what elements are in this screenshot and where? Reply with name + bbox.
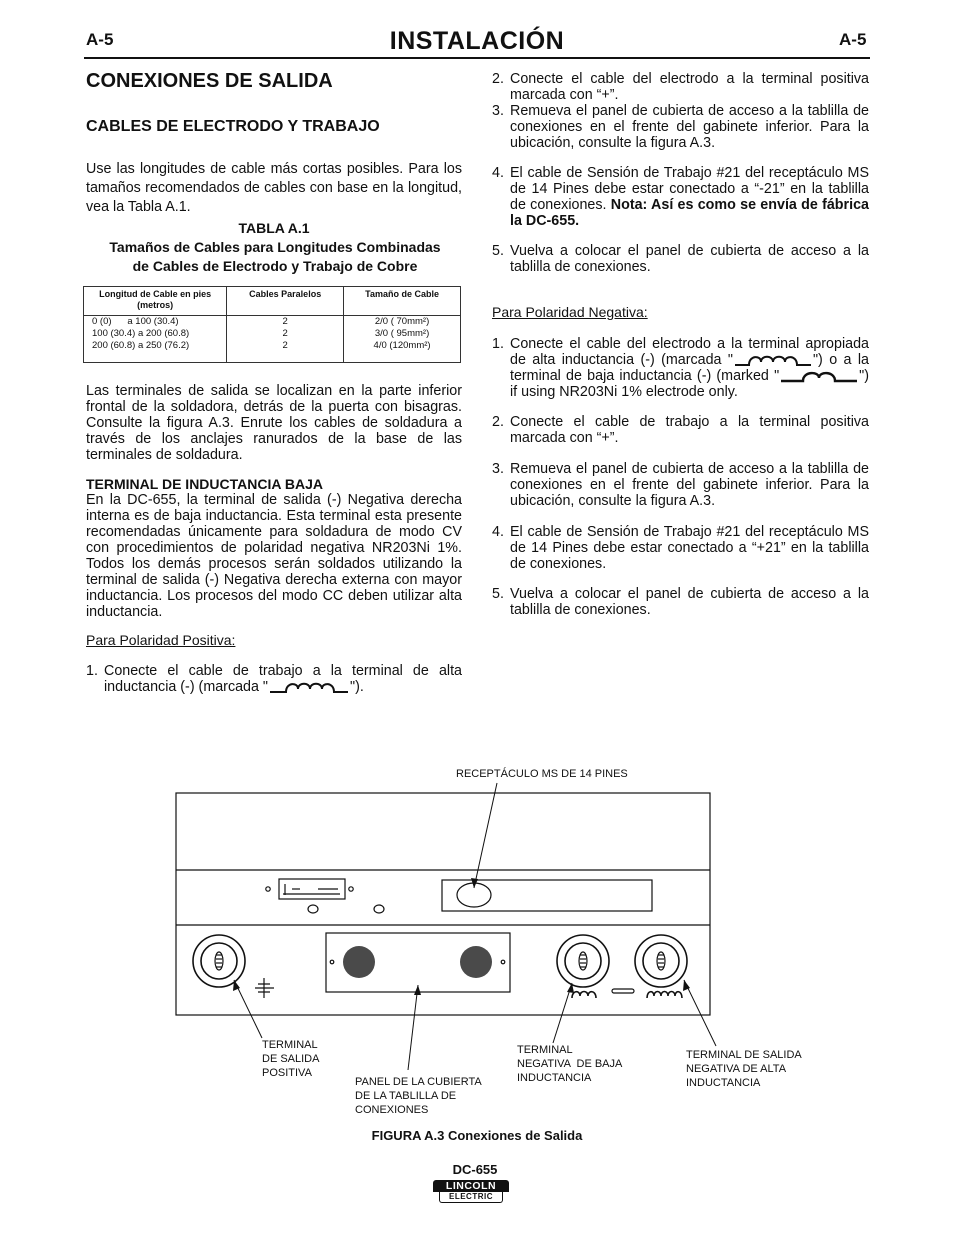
negative-step-2: 2. Conecte el cable de trabajo a la terminal positiva marcada con “+”.	[492, 414, 869, 446]
negative-step-3: 3. Remueva el panel de cubierta de acceso a la tablilla de conexiones en el frente del gabinete inferior. Para la ubicación, consulte la figura A.3.	[492, 461, 869, 509]
label-low-inductance-terminal: TERMINAL NEGATIVA DE BAJA INDUCTANCIA	[517, 1044, 623, 1084]
positive-step-3: 3. Remueva el panel de cubierta de acceso a la tablilla de conexiones en el frente del gabinete inferior. Para la ubicación, consulte la figura A.3.	[492, 103, 869, 151]
negative-polarity-heading: Para Polaridad Negativa:	[492, 304, 648, 320]
positive-step-4-text: El cable de Sensión de Trabajo #21 del receptáculo MS de 14 Pines debe estar conectado a “-21” en la tablilla de conexiones.	[510, 165, 869, 213]
negative-step-1: 1. Conecte el cable del electrodo a la terminal apropiada de alta inductancia (-) (marcada " ") o a la terminal de baja inductancia (-) (marked " ") if using NR203Ni 1% electrode only.	[492, 336, 869, 400]
factory-note: Nota: Así es como se envía de fábrica la DC-655.	[510, 197, 869, 229]
negative-step-3-text: Remueva el panel de cubierta de acceso a la tablilla de conexiones en el frente del gabinete inferior. Para la ubicación, consulte la figura A.3.	[510, 461, 869, 509]
positive-polarity-heading: Para Polaridad Positiva:	[86, 632, 236, 648]
positive-step-1: 1. Conecte el cable de trabajo a la terminal de alta inductancia (-) (marcada " ").	[86, 663, 462, 695]
arrowhead	[414, 985, 421, 995]
positive-step-5: 5. Vuelva a colocar el panel de cubierta de acceso a la tablilla de conexiones.	[492, 243, 869, 275]
table-header-length: Longitud de Cable en pies (metros)	[84, 287, 227, 316]
positive-step-1-text: Conecte el cable de trabajo a la terminal de alta inductancia (-) (marcada "	[104, 663, 462, 695]
positive-step-2-text: Conecte el cable del electrodo a la terminal positiva marcada con “+”.	[510, 71, 869, 103]
section-title: CONEXIONES DE SALIDA	[86, 70, 333, 92]
label-high-inductance-terminal: TERMINAL DE SALIDA NEGATIVA DE ALTA INDUCTANCIA	[686, 1049, 802, 1089]
label-cover-panel: PANEL DE LA CUBIERTA DE LA TABLILLA DE CONEXIONES	[355, 1076, 482, 1116]
table-header-size: Tamaño de Cable	[344, 287, 461, 316]
negative-step-4-text: El cable de Sensión de Trabajo #21 del receptáculo MS de 14 Pines debe estar conectado a “+21” en la tablilla de conexiones.	[510, 524, 869, 572]
label-positive-terminal: TERMINAL DE SALIDA POSITIVA	[262, 1039, 320, 1079]
table-cell: 2	[227, 328, 344, 340]
minus-sign-icon	[612, 989, 634, 993]
footer-model: DC-655	[452, 1162, 498, 1177]
panel-knob-right	[460, 946, 492, 978]
low-inductance-heading: TERMINAL DE INDUCTANCIA BAJA	[86, 476, 323, 492]
figure-caption: FIGURA A.3 Conexiones de Salida	[371, 1128, 583, 1143]
intro-paragraph: Use las longitudes de cable más cortas posibles. Para los tamaños recomendados de cables con base en la longitud, vea la Tabla A.1.	[86, 161, 462, 215]
high-inductance-symbol-icon	[647, 992, 682, 999]
page-number-left: A-5	[86, 30, 114, 49]
table-cell: 3/0 ( 95mm²)	[344, 328, 461, 340]
lincoln-electric-logo: LINCOLN ELECTRIC	[433, 1180, 509, 1204]
table-cell: 2/0 ( 70mm²)	[344, 316, 461, 329]
table-cell: 2	[227, 316, 344, 329]
table-cell: 4/0 (120mm²)	[344, 340, 461, 363]
table-cell: 200 (60.8) a 250 (76.2)	[84, 340, 227, 363]
label-receptacle: RECEPTÁCULO MS DE 14 PINES	[456, 768, 628, 780]
page-number-right: A-5	[839, 30, 867, 49]
subsection-title: CABLES DE ELECTRODO Y TRABAJO	[86, 118, 380, 135]
positive-step-3-text: Remueva el panel de cubierta de acceso a la tablilla de conexiones en el frente del gabinete inferior. Para la ubicación, consulte la figura A.3.	[510, 103, 869, 151]
terminals-paragraph: Las terminales de salida se localizan en la parte inferior frontal de la soldadora, detrás de la puerta con bisagras. Consulte la figura A.3. Enrute los cables de soldadura a través de los anclajes ranurados de la base de las terminales de soldadura.	[86, 383, 462, 463]
low-inductance-body: En la DC-655, la terminal de salida (-) Negativa derecha interna es de baja inductancia. Esta terminal esta presente recomendadas únicamente para soldadura de modo CV con procedimientos de polaridad negativa NR203Ni 1%. Todos los demás procesos serán soldados utilizando la terminal de salida (-) Negativa derecha externa con mayor inductancia. Los procesos del modo CC deben utilizar alta inductancia.	[86, 492, 462, 620]
negative-step-5-text: Vuelva a colocar el panel de cubierta de acceso a la tablilla de conexiones.	[510, 586, 869, 618]
positive-step-4: 4. El cable de Sensión de Trabajo #21 del receptáculo MS de 14 Pines debe estar conectado a “-21” en la tablilla de conexiones. Nota: Así es como se envía de fábrica la DC-655.	[492, 165, 869, 229]
negative-step-1-text: Conecte el cable del electrodo a la terminal apropiada de alta inductancia (-) (marcada "	[510, 336, 869, 368]
table-caption-line1: Tamaños de Cables para Longitudes Combinadas	[109, 239, 441, 255]
table-cell: 100 (30.4) a 200 (60.8)	[84, 328, 227, 340]
table-caption-line2: de Cables de Electrodo y Trabajo de Cobre	[132, 258, 418, 274]
low-inductance-symbol-icon	[572, 992, 596, 999]
positive-step-5-text: Vuelva a colocar el panel de cubierta de acceso a la tablilla de conexiones.	[510, 243, 869, 275]
table-header-parallel: Cables Paralelos	[227, 287, 344, 316]
plus-sign-icon	[255, 978, 274, 998]
negative-step-4: 4. El cable de Sensión de Trabajo #21 del receptáculo MS de 14 Pines debe estar conectado a “+21” en la tablilla de conexiones.	[492, 524, 869, 572]
table-cell: 0 (0) a 100 (30.4)	[84, 316, 227, 329]
positive-step-2: 2. Conecte el cable del electrodo a la terminal positiva marcada con “+”.	[492, 71, 869, 103]
negative-step-2-text: Conecte el cable de trabajo a la terminal positiva marcada con “+”.	[510, 414, 869, 446]
machine-front-outline	[176, 793, 710, 1015]
panel-knob-left	[343, 946, 375, 978]
page-title: INSTALACIÓN	[389, 27, 565, 55]
table-label: TABLA A.1	[238, 220, 310, 236]
table-cell: 2	[227, 340, 344, 363]
negative-step-5: 5. Vuelva a colocar el panel de cubierta de acceso a la tablilla de conexiones.	[492, 586, 869, 618]
